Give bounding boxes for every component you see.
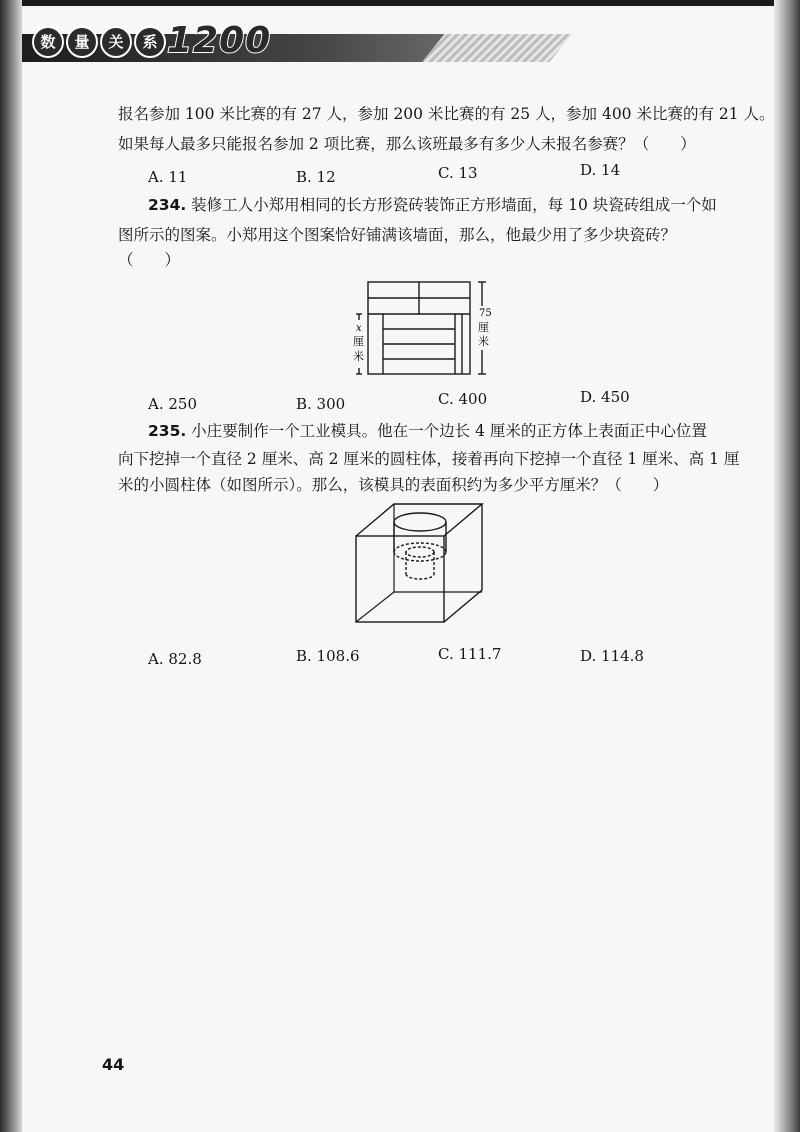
option-d: D. 14 — [580, 161, 621, 179]
q234-option-c: C. 400 — [438, 390, 488, 408]
q234-option-a: A. 250 — [148, 395, 197, 413]
q234-line-2: 图所示的图案。小郑用这个图案恰好铺满该墙面，那么，他最少用了多少块瓷砖？ — [118, 226, 677, 244]
q235-line-2: 向下挖掉一个直径 2 厘米、高 2 厘米的圆柱体，接着再向下挖掉一个直径 1 厘米、高 1 厘 — [118, 450, 740, 468]
continuation-line-1: 报名参加 100 米比赛的有 27 人，参加 200 米比赛的有 25 人，参加 400 米比赛的有 21 人。 — [118, 105, 775, 123]
q235-option-d: D. 114.8 — [580, 647, 644, 665]
header-char: 数 — [32, 26, 64, 58]
running-header — [22, 20, 582, 72]
q235-option-a: A. 82.8 — [148, 650, 202, 668]
q234-line-1 — [148, 192, 717, 218]
continuation-line-2: 如果每人最多只能报名参加 2 项比赛，那么该班最多有多少人未报名参赛？（ ） — [118, 135, 696, 153]
dim-x-label: x — [356, 323, 362, 334]
header-title — [32, 26, 166, 58]
header-char: 系 — [134, 26, 166, 58]
scan-edge-top — [0, 0, 800, 6]
q235-option-c: C. 111.7 — [438, 645, 502, 663]
q235-line-3: 米的小圆柱体（如图所示）。那么，该模具的表面积约为多少平方厘米？（ ） — [118, 476, 669, 494]
small-cylinder-top — [406, 547, 434, 557]
q234-line-3: （ ） — [118, 251, 181, 269]
dim-75-label: 75 — [479, 308, 492, 319]
dim-right-unit-1: 厘 — [478, 321, 489, 334]
scan-edge-right — [774, 0, 800, 1132]
q234-number: 234. — [148, 196, 187, 214]
header-char: 关 — [100, 26, 132, 58]
scan-edge-left — [0, 0, 22, 1132]
tile-pattern-figure — [340, 272, 510, 384]
dim-left-unit-1: 厘 — [353, 335, 364, 348]
header-number: 1200 — [167, 20, 272, 61]
page-number: 44 — [102, 1055, 125, 1074]
header-stripe — [422, 34, 572, 62]
big-cylinder-top — [394, 513, 446, 531]
q235-line-1 — [148, 418, 707, 444]
option-a: A. 11 — [148, 168, 188, 186]
q234-option-b: B. 300 — [296, 395, 346, 413]
q234-option-d: D. 450 — [580, 388, 630, 406]
mold-cube-figure — [350, 500, 490, 630]
header-char: 量 — [66, 26, 98, 58]
option-c: C. 13 — [438, 164, 478, 182]
dim-left-unit-2: 米 — [353, 350, 364, 363]
q235-number: 235. — [148, 422, 187, 440]
dim-right-unit-2: 米 — [478, 335, 489, 348]
q235-text-1: 小庄要制作一个工业模具。他在一个边长 4 厘米的正方体上表面正中心位置 — [186, 422, 707, 440]
q234-text-1: 装修工人小郑用相同的长方形瓷砖装饰正方形墙面，每 10 块瓷砖组成一个如 — [186, 196, 717, 214]
option-b: B. 12 — [296, 168, 336, 186]
q235-option-b: B. 108.6 — [296, 647, 360, 665]
